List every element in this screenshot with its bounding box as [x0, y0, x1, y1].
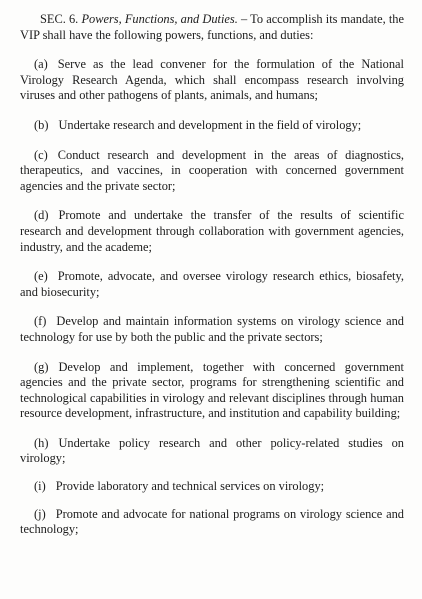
item-marker: (g)	[34, 359, 49, 374]
section-title: Powers, Functions, and Duties.	[81, 12, 238, 26]
item-text: Develop and implement, together with concerned government agencies and the private sector, programs for strengthening scientific and technological capabilities in virology and relevant disciplines through human resource development, infrastructure, and institution and capability building;	[20, 359, 404, 421]
item-text: Undertake policy research and other policy-related studies on virology;	[20, 435, 404, 466]
item-text: Undertake research and development in the field of virology;	[58, 117, 362, 132]
item-marker: (f)	[34, 314, 47, 329]
section-heading	[20, 12, 404, 43]
item-marker: (h)	[34, 435, 49, 450]
item-h	[20, 436, 404, 467]
item-a	[20, 57, 404, 104]
item-g	[20, 360, 404, 422]
item-marker: (j)	[34, 506, 46, 521]
item-text: Promote, advocate, and oversee virology research ethics, biosafety, and biosecurity;	[20, 269, 404, 299]
item-i	[20, 479, 404, 495]
item-text: Conduct research and development in the areas of diagnostics, therapeutics, and vaccines, in cooperation with concerned government agencies and the private sector;	[20, 147, 404, 193]
item-marker: (c)	[34, 147, 48, 162]
item-marker: (b)	[34, 117, 49, 132]
item-text: Develop and maintain information systems on virology science and technology for use by both the public and the private sectors;	[20, 314, 404, 344]
item-text: Provide laboratory and technical services on virology;	[55, 479, 325, 494]
item-d	[20, 208, 404, 255]
item-marker: (e)	[34, 269, 48, 284]
section-number: SEC. 6.	[40, 12, 79, 26]
item-j	[20, 507, 404, 538]
item-text: Promote and advocate for national programs on virology science and technology;	[20, 506, 404, 537]
item-marker: (d)	[34, 208, 49, 223]
item-c	[20, 148, 404, 195]
item-marker: (i)	[34, 479, 46, 494]
section-intro: – To accomplish its mandate, the VIP shall have the following powers, functions, and duties:	[20, 12, 404, 42]
item-text: Promote and undertake the transfer of the results of scientific research and development through collaboration with government agencies, industry, and the academe;	[20, 208, 404, 254]
item-marker: (a)	[34, 57, 48, 72]
item-text: Serve as the lead convener for the formulation of the National Virology Research Agenda, which shall encompass research involving viruses and other pathogens of plants, animals, and humans;	[20, 57, 404, 103]
item-f	[20, 314, 404, 345]
item-b	[20, 118, 404, 134]
item-e	[20, 269, 404, 300]
